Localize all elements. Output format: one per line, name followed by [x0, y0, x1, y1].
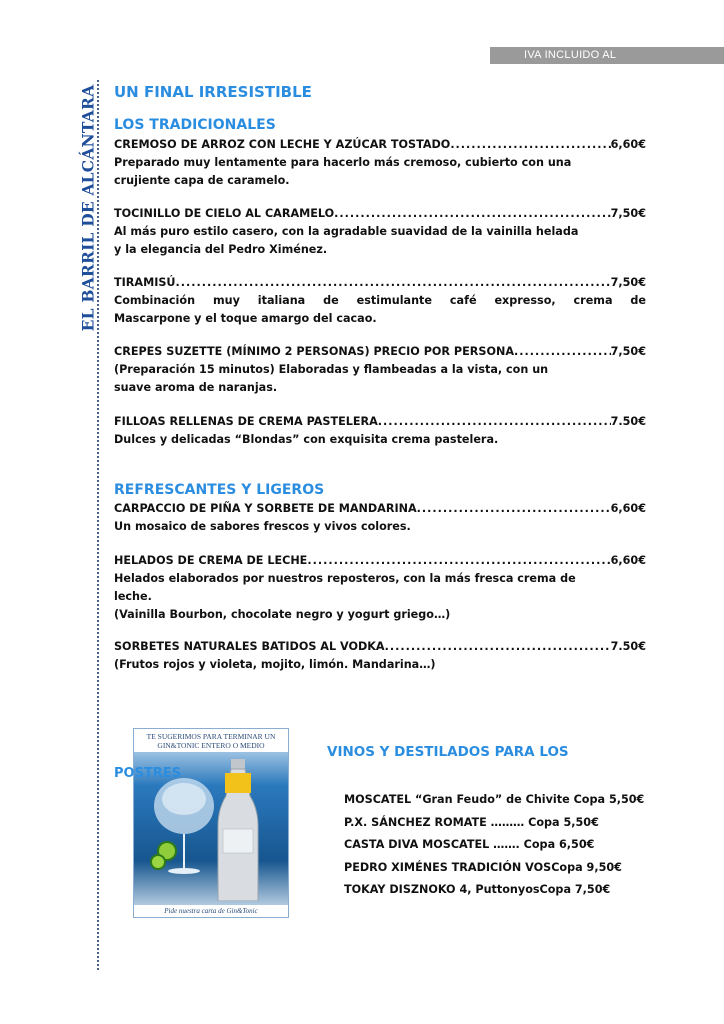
- gin-tonic-promo-image: [133, 728, 289, 918]
- item-name: TOCINILLO DE CIELO AL CARAMELO: [114, 207, 335, 220]
- postres-label: POSTRES: [114, 766, 182, 781]
- item-name: CREPES SUZETTE (MÍNIMO 2 PERSONAS) PRECIO POR PERSONA: [114, 345, 514, 358]
- menu-item: [114, 413, 646, 449]
- item-desc: y la elegancia del Pedro Ximénez.: [114, 243, 328, 256]
- leader-dots: [378, 413, 611, 431]
- leader-dots: [450, 136, 610, 154]
- item-name: FILLOAS RELLENAS DE CREMA PASTELERA: [114, 415, 378, 428]
- item-desc: (Frutos rojos y violeta, mojito, limón. Mandarina…): [114, 658, 436, 671]
- item-price: 7,50€: [610, 207, 646, 220]
- item-price: 6,60€: [610, 138, 646, 151]
- item-desc: crujiente capa de caramelo.: [114, 174, 290, 187]
- iva-banner: [490, 47, 724, 64]
- item-desc: Dulces y delicadas “Blondas” con exquisita crema pastelera.: [114, 433, 499, 446]
- promo-text: GIN&TONIC ENTERO O MEDIO: [157, 741, 265, 750]
- item-desc: Un mosaico de sabores frescos y vivos colores.: [114, 520, 411, 533]
- leader-dots: [385, 638, 611, 656]
- item-name: CARPACCIO DE PIÑA Y SORBETE DE MANDARINA: [114, 502, 417, 515]
- item-price: 7.50€: [610, 640, 646, 653]
- item-price: 7.50€: [610, 415, 646, 428]
- menu-item: [114, 274, 646, 328]
- menu-item: [114, 343, 646, 397]
- item-desc: (Vainilla Bourbon, chocolate negro y yogurt griego…): [114, 608, 451, 621]
- item-price: 6,60€: [610, 554, 646, 567]
- leader-dots: [334, 205, 610, 223]
- item-desc: Combinación muy italiana de estimulante café expresso, crema de: [114, 294, 646, 307]
- wine-item: CASTA DIVA MOSCATEL ……. Copa 6,50€: [344, 838, 595, 851]
- menu-item: [114, 205, 646, 259]
- item-desc: leche.: [114, 590, 152, 603]
- section-title-tradicionales: LOS TRADICIONALES: [114, 117, 276, 133]
- item-name: HELADOS DE CREMA DE LECHE: [114, 554, 308, 567]
- leader-dots: [417, 500, 611, 518]
- menu-item: [114, 638, 646, 674]
- item-name: SORBETES NATURALES BATIDOS AL VODKA: [114, 640, 385, 653]
- wine-list: [344, 789, 644, 902]
- item-price: 6,60€: [610, 502, 646, 515]
- section-title-refrescantes: REFRESCANTES Y LIGEROS: [114, 482, 325, 498]
- iva-label: IVA INCLUIDO AL: [524, 49, 617, 61]
- page-title: UN FINAL IRRESISTIBLE: [114, 83, 312, 101]
- menu-item: [114, 136, 646, 190]
- wine-item: P.X. SÁNCHEZ ROMATE ……… Copa 5,50€: [344, 815, 599, 829]
- side-title: [78, 84, 98, 332]
- item-desc: Preparado muy lentamente para hacerlo más cremoso, cubierto con una: [114, 156, 572, 169]
- wine-item: MOSCATEL “Gran Feudo” de Chivite Copa 5,50€: [344, 793, 645, 806]
- promo-text: TE SUGERIMOS PARA TERMINAR UN: [146, 732, 276, 741]
- leader-dots: [176, 274, 611, 292]
- promo-caption: Pide nuestra carta de Gin&Tonic: [134, 905, 288, 917]
- leader-dots: [514, 343, 611, 361]
- item-desc: Al más puro estilo casero, con la agradable suavidad de la vainilla helada: [114, 225, 579, 238]
- menu-item: [114, 500, 646, 536]
- side-divider: [97, 80, 99, 970]
- item-desc: Helados elaborados por nuestros reposteros, con la más fresca crema de: [114, 572, 576, 585]
- item-desc: Mascarpone y el toque amargo del cacao.: [114, 312, 377, 325]
- restaurant-name: EL BARRIL DE ALCÁNTARA: [78, 84, 98, 332]
- item-name: CREMOSO DE ARROZ CON LECHE Y AZÚCAR TOSTADO: [114, 138, 451, 151]
- item-name: TIRAMISÚ: [114, 276, 176, 289]
- item-price: 7,50€: [610, 276, 646, 289]
- item-desc: (Preparación 15 minutos) Elaboradas y flambeadas a la vista, con un: [114, 363, 549, 376]
- wine-item: PEDRO XIMÉNES TRADICIÓN VOSCopa 9,50€: [344, 860, 622, 874]
- wines-section-title: VINOS Y DESTILADOS PARA LOS: [327, 744, 569, 760]
- menu-item: [114, 552, 646, 624]
- item-desc: suave aroma de naranjas.: [114, 381, 278, 394]
- wine-item: TOKAY DISZNOKO 4, PuttonyosCopa 7,50€: [344, 883, 611, 896]
- leader-dots: [307, 552, 610, 570]
- item-price: 7,50€: [610, 345, 646, 358]
